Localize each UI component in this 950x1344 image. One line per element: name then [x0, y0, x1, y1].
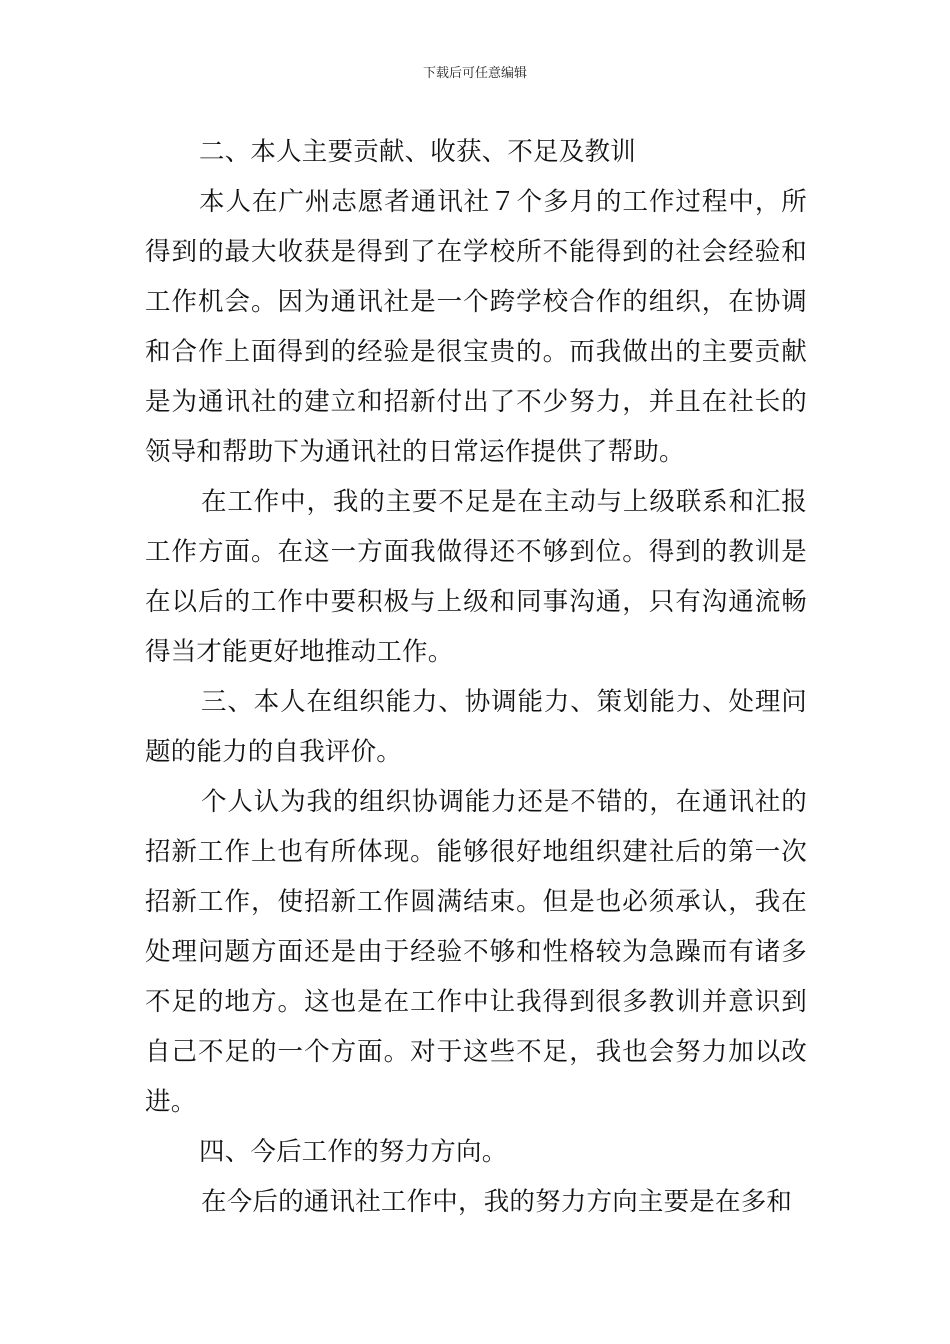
paragraph-gains: 本人在广州志愿者通讯社７个多月的工作过程中，所得到的最大收获是得到了在学校所不能得到的社会经验和工作机会。因为通讯社是一个跨学校合作的组织，在协调和合作上面得到的经验是很宝贵的。而我做出的主要贡献是为通讯社的建立和招新付出了不少努力，并且在社长的领导和帮助下为通讯社的日常运作提供了帮助。	[145, 187, 807, 467]
document-body	[145, 127, 807, 1227]
paragraph-shortcomings: 在工作中，我的主要不足是在主动与上级联系和汇报工作方面。在这一方面我做得还不够到位。得到的教训是在以后的工作中要积极与上级和同事沟通，只有沟通流畅得当才能更好地推动工作。	[145, 487, 807, 667]
paragraph-future-direction: 在今后的通讯社工作中，我的努力方向主要是在多和	[201, 1187, 793, 1217]
paragraph-self-evaluation: 个人认为我的组织协调能力还是不错的，在通讯社的招新工作上也有所体现。能够很好地组织建社后的第一次招新工作，使招新工作圆满结束。但是也必须承认，我在处理问题方面还是由于经验不够和性格较为急躁而有诸多不足的地方。这也是在工作中让我得到很多教训并意识到自己不足的一个方面。对于这些不足，我也会努力加以改进。	[145, 787, 807, 1117]
section-heading-4: 四、今后工作的努力方向。	[199, 1137, 508, 1167]
section-heading-2: 二、本人主要贡献、收获、不足及教训	[199, 137, 636, 167]
header-note: 下载后可任意编辑	[422, 66, 527, 81]
section-heading-3: 三、本人在组织能力、协调能力、策划能力、处理问题的能力的自我评价。	[145, 687, 807, 767]
